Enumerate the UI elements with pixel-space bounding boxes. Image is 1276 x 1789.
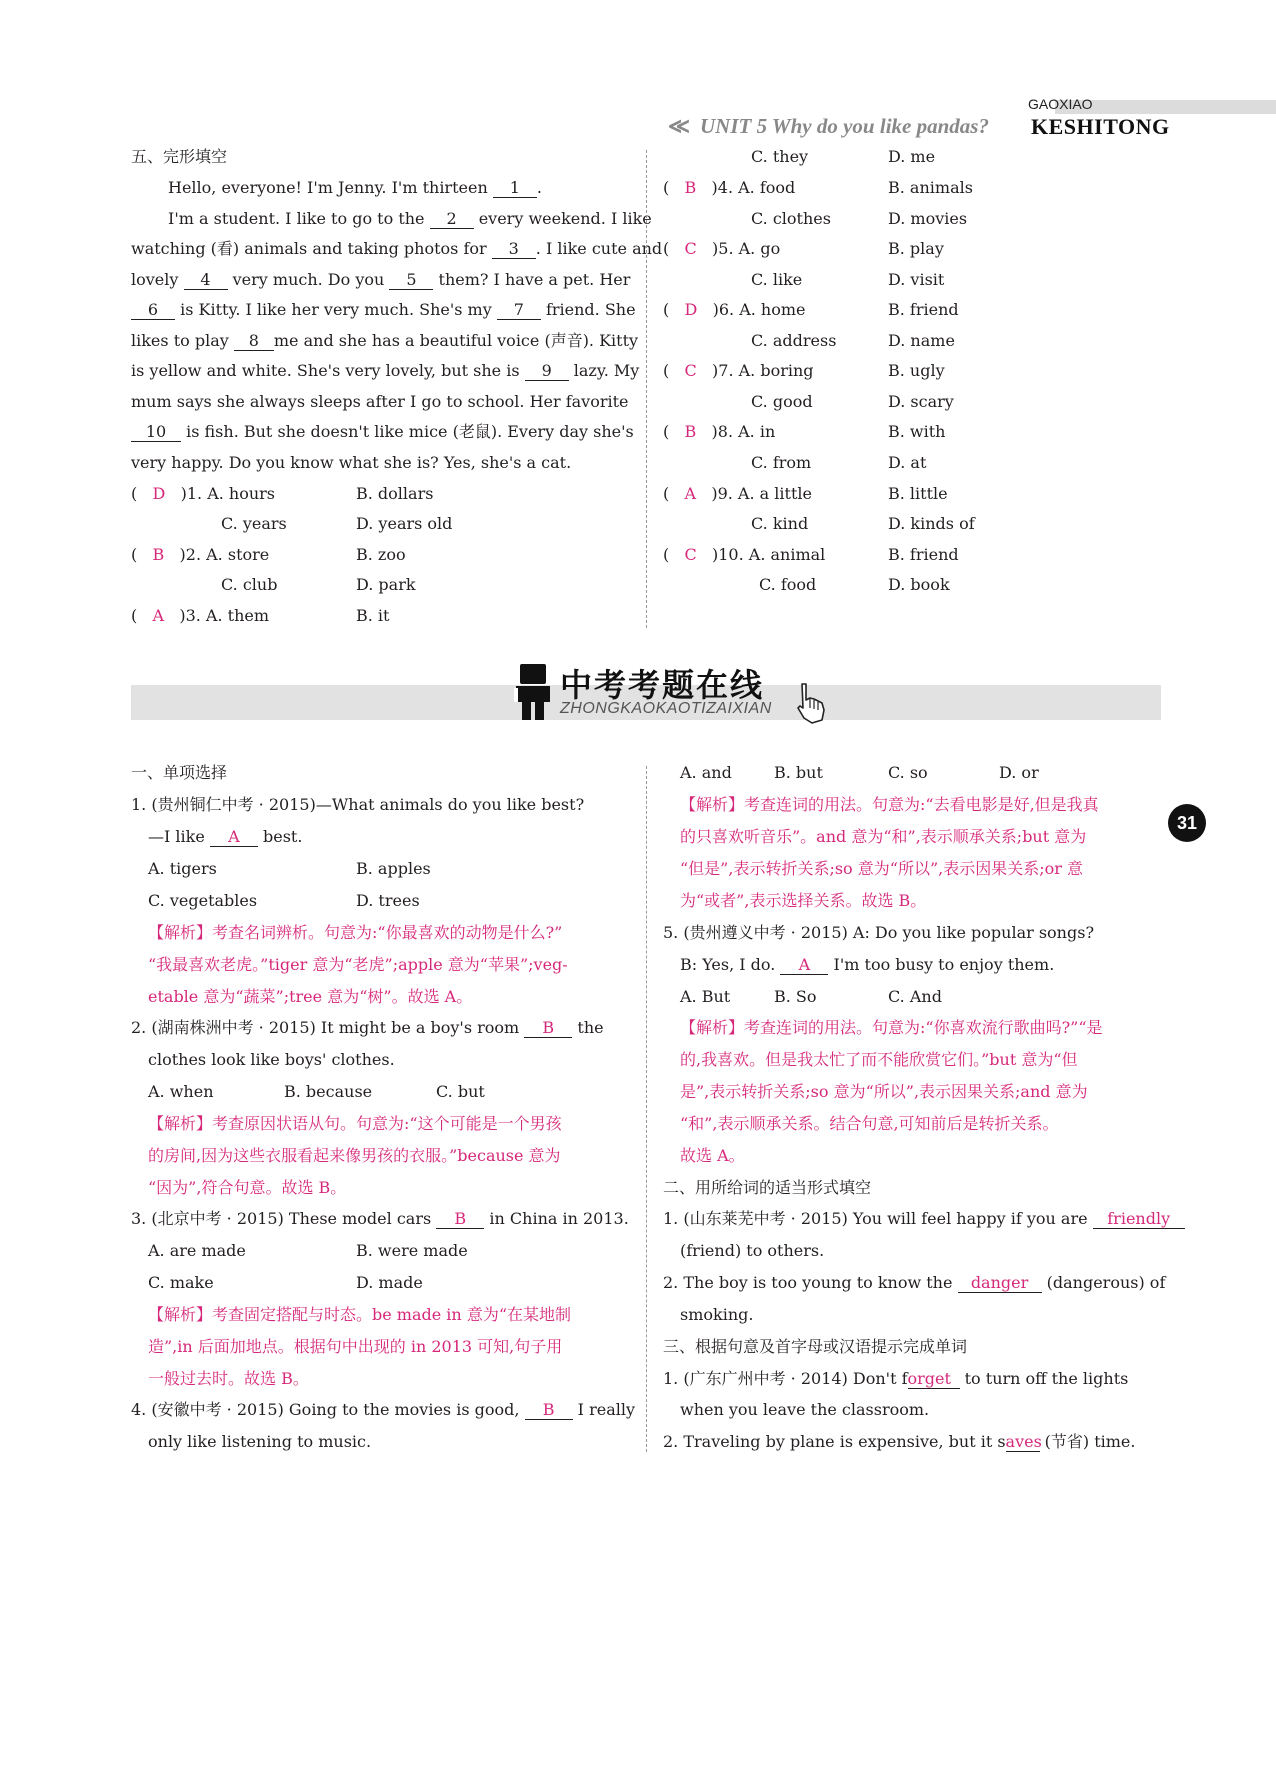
question-5-stem: 5. (贵州遵义中考 · 2015) A: Do you like popular songs? [663, 923, 1095, 942]
cloze-option: D. name [888, 331, 955, 350]
cloze-option: B. friend [888, 300, 959, 319]
page-number: 31 [1168, 804, 1206, 842]
banner-title: 中考考题在线 [560, 666, 765, 704]
cloze-question-10: ( C )10. A. animal [663, 545, 826, 564]
question-2-stem: 2. (湖南株洲中考 · 2015) It might be a boy's room B the [131, 1018, 604, 1037]
option: D. trees [356, 891, 420, 910]
option: D. made [356, 1273, 423, 1292]
option: A. are made [148, 1241, 246, 1260]
column-divider [646, 766, 647, 1452]
option: B. but [774, 763, 823, 782]
header-small-label: GAOXIAO [1028, 96, 1093, 112]
cloze-option: D. park [356, 575, 416, 594]
cloze-option: D. book [888, 575, 950, 594]
explanation-line: 造”,in 后面加地点。根据句中出现的 in 2013 可知,句子用 [148, 1337, 563, 1356]
explanation-line: “和”,表示顺承关系。结合句意,可知前后是转折关系。 [680, 1114, 1059, 1133]
cloze-question-8: ( B )8. A. in [663, 422, 776, 441]
cloze-line: watching (看) animals and taking photos for 3 . I like cute and [131, 239, 663, 258]
cloze-option: D. scary [888, 392, 954, 411]
option: C. make [148, 1273, 214, 1292]
banner-subtitle: ZHONGKAOKAOTIZAIXIAN [560, 700, 772, 717]
explanation-line: 一般过去时。故选 B。 [148, 1369, 309, 1388]
cloze-option: D. kinds of [888, 514, 975, 533]
pointer-hand-icon [790, 680, 836, 726]
option: A. and [680, 763, 732, 782]
option: B. apples [356, 859, 431, 878]
option: A. But [680, 987, 731, 1006]
header-unit-text: UNIT 5 Why do you like pandas? [699, 114, 989, 138]
option: A. tigers [148, 859, 217, 878]
option: A. when [148, 1082, 214, 1101]
cloze-line: 10 is fish. But she doesn't like mice (老鼠). Every day she's [131, 421, 634, 443]
cloze-option: B. animals [888, 178, 973, 197]
fill-question-1-cont: (friend) to others. [680, 1241, 825, 1260]
section-title: 一、单项选择 [131, 763, 228, 782]
option: D. or [999, 763, 1039, 782]
cloze-question-2: ( B )2. A. store [131, 545, 270, 564]
cloze-option: C. years [221, 514, 287, 533]
cloze-option: C. they [751, 147, 809, 166]
cloze-option: B. ugly [888, 361, 945, 380]
explanation-line: 的只喜欢听音乐”。and 意为“和”,表示顺承关系;but 意为 [680, 827, 1087, 846]
explanation-line: 是”,表示转折关系;so 意为“所以”,表示因果关系;and 意为 [680, 1082, 1088, 1101]
explanation-line: 的,我喜欢。但是我太忙了而不能欣赏它们。”but 意为“但 [680, 1050, 1078, 1069]
explanation-line: “因为”,符合句意。故选 B。 [148, 1178, 347, 1197]
cloze-option: C. good [751, 392, 813, 411]
cloze-line: I'm a student. I like to go to the 2 every weekend. I like [168, 209, 652, 228]
question-4-stem: 4. (安徽中考 · 2015) Going to the movies is good, B I really [131, 1400, 636, 1419]
cloze-option: C. like [751, 270, 803, 289]
explanation-line: 故选 A。 [680, 1146, 745, 1165]
cloze-option: B. friend [888, 545, 959, 564]
option: C. And [888, 987, 942, 1006]
cloze-option: B. it [356, 606, 390, 625]
word-question-1-cont: when you leave the classroom. [680, 1400, 930, 1419]
cloze-line: mum says she always sleeps after I go to school. Her favorite [131, 392, 629, 411]
cloze-option: B. dollars [356, 484, 434, 503]
cloze-option: B. little [888, 484, 948, 503]
section-title: 二、用所给词的适当形式填空 [663, 1178, 872, 1197]
question-1-stem: 1. (贵州铜仁中考 · 2015)—What animals do you like best? [131, 795, 585, 814]
double-chevron-left-icon: ≪ [668, 114, 690, 138]
cloze-line: Hello, everyone! I'm Jenny. I'm thirteen 1 . [168, 178, 542, 197]
cloze-question-1: ( D )1. A. hours [131, 484, 276, 503]
cloze-option: C. club [221, 575, 278, 594]
cloze-question-4: ( B )4. A. food [663, 178, 796, 197]
option: C. so [888, 763, 928, 782]
cloze-option: B. play [888, 239, 944, 258]
cloze-line: very happy. Do you know what she is? Yes, she's a cat. [131, 453, 572, 472]
explanation-line: 【解析】考查连词的用法。句意为:“去看电影是好,但是我真 [680, 795, 1099, 814]
cloze-line: 6 is Kitty. I like her very much. She's my 7 friend. She [131, 299, 636, 321]
cloze-question-7: ( C )7. A. boring [663, 361, 814, 380]
explanation-line: 【解析】考查原因状语从句。句意为:“这个可能是一个男孩 [148, 1114, 562, 1133]
column-divider [646, 150, 647, 628]
cloze-question-5: ( C )5. A. go [663, 239, 781, 258]
question-2-stem-cont: clothes look like boys' clothes. [148, 1050, 395, 1069]
cloze-option: B. with [888, 422, 946, 441]
cloze-question-3: ( A )3. A. them [131, 606, 270, 625]
person-icon [514, 664, 554, 720]
explanation-line: 【解析】考查固定搭配与时态。be made in 意为“在某地制 [148, 1305, 571, 1324]
explanation-line: “我最喜欢老虎。”tiger 意为“老虎”;apple 意为“苹果”;veg- [148, 955, 568, 974]
cloze-line: lovely 4 very much. Do you 5 them? I have a pet. Her [131, 270, 631, 289]
option: B. were made [356, 1241, 468, 1260]
cloze-line: is yellow and white. She's very lovely, but she is 9 lazy. My [131, 361, 640, 380]
cloze-question-6: ( D )6. A. home [663, 300, 806, 319]
cloze-question-9: ( A )9. A. a little [663, 484, 812, 503]
cloze-option: D. visit [888, 270, 945, 289]
cloze-option: C. clothes [751, 209, 831, 228]
option: B. because [284, 1082, 373, 1101]
cloze-option: C. address [751, 331, 837, 350]
word-question-2: 2. Traveling by plane is expensive, but it saves (节省) time. [663, 1432, 1136, 1451]
question-1-response: —I like A best. [148, 827, 303, 846]
explanation-line: 【解析】考查名词辨析。句意为:“你最喜欢的动物是什么?” [148, 923, 563, 942]
option: B. So [774, 987, 817, 1006]
cloze-option: D. at [888, 453, 927, 472]
fill-question-2: 2. The boy is too young to know the danger (dangerous) of [663, 1273, 1166, 1292]
cloze-option: C. kind [751, 514, 809, 533]
cloze-option: D. years old [356, 514, 453, 533]
explanation-line: “但是”,表示转折关系;so 意为“所以”,表示因果关系;or 意 [680, 859, 1083, 878]
option: C. vegetables [148, 891, 258, 910]
cloze-option: D. movies [888, 209, 968, 228]
explanation-line: 为“或者”,表示选择关系。故选 B。 [680, 891, 927, 910]
fill-question-2-cont: smoking. [680, 1305, 754, 1324]
explanation-line: etable 意为“蔬菜”;tree 意为“树”。故选 A。 [148, 987, 473, 1006]
explanation-line: 的房间,因为这些衣服看起来像男孩的衣服。”because 意为 [148, 1146, 561, 1165]
option: C. but [436, 1082, 485, 1101]
cloze-option: C. from [751, 453, 812, 472]
question-4-stem-cont: only like listening to music. [148, 1432, 372, 1451]
cloze-title: 五、完形填空 [131, 147, 228, 166]
fill-question-1: 1. (山东莱芜中考 · 2015) You will feel happy if you are friendly [663, 1208, 1185, 1230]
question-3-stem: 3. (北京中考 · 2015) These model cars B in China in 2013. [131, 1209, 629, 1228]
header-unit-title [668, 114, 989, 139]
section-title: 三、根据句意及首字母或汉语提示完成单词 [663, 1337, 968, 1356]
cloze-option: D. me [888, 147, 936, 166]
cloze-line: likes to play 8 me and she has a beautiful voice (声音). Kitty [131, 331, 639, 350]
explanation-line: 【解析】考查连词的用法。句意为:“你喜欢流行歌曲吗?”“是 [680, 1018, 1103, 1037]
word-question-1: 1. (广东广州中考 · 2014) Don't forget to turn off the lights [663, 1369, 1129, 1388]
cloze-option: B. zoo [356, 545, 406, 564]
question-5-response: B: Yes, I do. A I'm too busy to enjoy them. [680, 955, 1055, 974]
header-brand: KESHITONG [1031, 114, 1170, 139]
cloze-option: C. food [759, 575, 817, 594]
